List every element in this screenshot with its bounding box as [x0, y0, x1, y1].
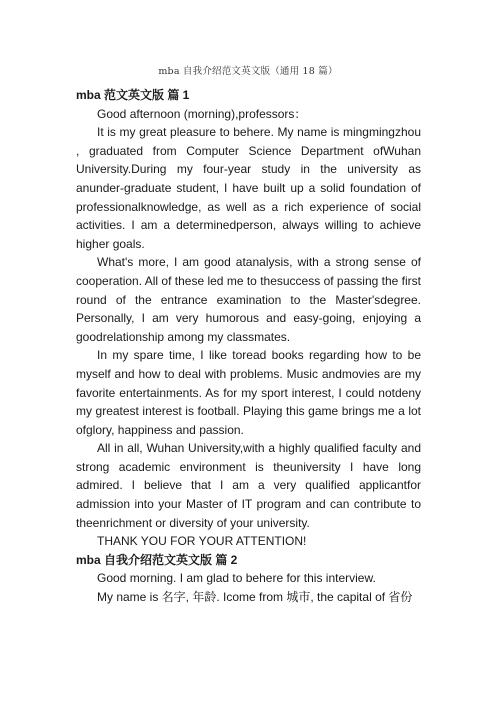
paragraph: In my spare time, I like toread books regarding how to be myself and how to deal with problems. Music andmovies are my favorite entertainments. As for my sport interest, I could notdeny my greatest interest is football. Playing this game brings me a lot ofglory, happiness and passion. [76, 348, 421, 437]
paragraph: It is my great pleasure to behere. My name is mingmingzhou , graduated from Computer Science Department ofWuhan University.During my four-year study in the university as anunder-graduate student, I have built up a solid foundation of professionalknowledge, as well as a rich experience of social activities. I am a determinedperson, always willing to achieve higher goals. [76, 125, 421, 251]
document-body [76, 86, 421, 607]
paragraph: What's more, I am good atanalysis, with a strong sense of cooperation. All of these led me to thesuccess of passing the first round of the entrance examination to the Master'sdegree. Personally, I am very humorous and easy-going, enjoying a goodrelationship among my classmates. [76, 255, 421, 344]
paragraph: Good morning. I am glad to behere for this interview. [97, 571, 376, 586]
greeting-line: Good afternoon (morning),professors： [97, 106, 307, 121]
section-heading: mba 范文英文版 篇 1 [76, 88, 190, 102]
paragraph: All in all, Wuhan University,with a highly qualified faculty and strong academic environment is theuniversity I have long admired. I believe that I am a very qualified applicantfor admission into your Master of IT program and can contribute to theenrichment or diversity of your university. [76, 441, 421, 530]
document-title: mba 自我介绍范文英文版（通用 18 篇） [158, 66, 338, 77]
closing-line: THANK YOU FOR YOUR ATTENTION! [97, 534, 307, 549]
paragraph: My name is 名字, 年龄. Icome from 城市, the capital of 省份 [97, 590, 413, 605]
section-heading: mba 自我介绍范文英文版 篇 2 [76, 552, 238, 567]
